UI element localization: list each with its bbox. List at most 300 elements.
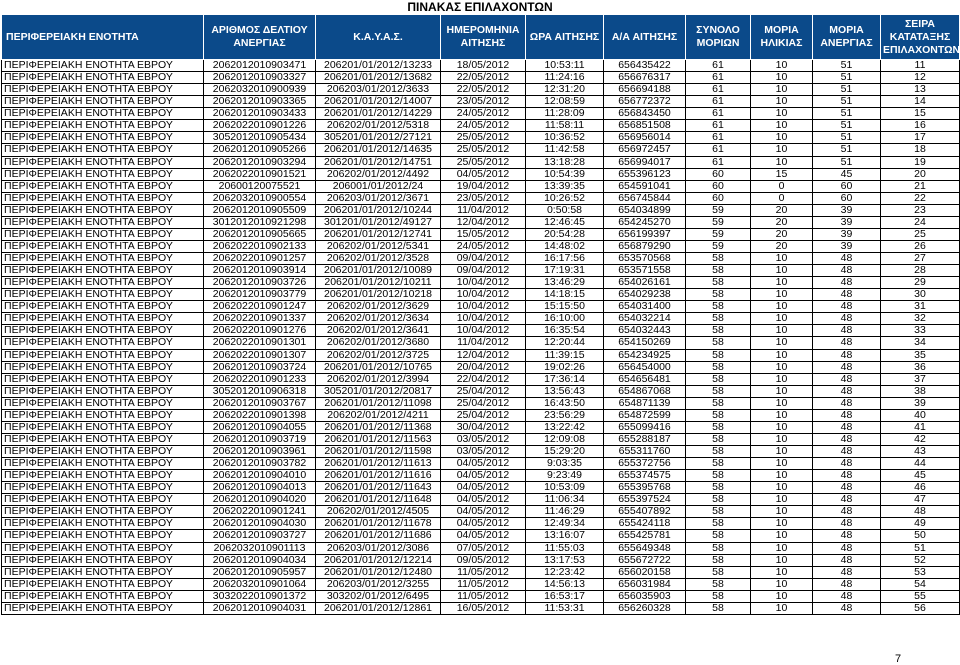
table-cell: ΠΕΡΙΦΕΡΕΙΑΚΗ ΕΝΟΤΗΤΑ ΕΒΡΟΥ [2, 289, 204, 301]
table-cell: 206201/01/2012/11368 [316, 421, 441, 433]
table-cell: 48 [813, 470, 881, 482]
table-cell: 48 [813, 373, 881, 385]
table-cell: 21 [881, 180, 960, 192]
table-row [2, 180, 960, 192]
table-header-row [2, 15, 960, 60]
table-row [2, 518, 960, 530]
table-cell: 59 [686, 204, 751, 216]
table-cell: 2062012010903914 [204, 265, 316, 277]
table-row [2, 228, 960, 240]
table-cell: 10:53:11 [526, 60, 604, 72]
table-cell: 10 [751, 301, 813, 313]
table-cell: 58 [686, 458, 751, 470]
table-row [2, 216, 960, 228]
table-cell: 656035903 [604, 590, 686, 602]
table-cell: 206201/01/2012/10244 [316, 204, 441, 216]
table-cell: ΠΕΡΙΦΕΡΕΙΑΚΗ ΕΝΟΤΗΤΑ ΕΒΡΟΥ [2, 265, 204, 277]
table-cell: 303202/01/2012/6495 [316, 590, 441, 602]
table-cell: 48 [813, 313, 881, 325]
table-cell: 58 [686, 578, 751, 590]
table-cell: 206202/01/2012/4505 [316, 506, 441, 518]
table-cell: 3052012010905434 [204, 132, 316, 144]
table-cell: 26 [881, 240, 960, 252]
table-row [2, 84, 960, 96]
table-cell: 56 [881, 602, 960, 614]
table-cell: 10 [751, 120, 813, 132]
table-cell: 654032214 [604, 313, 686, 325]
table-cell: 10 [751, 518, 813, 530]
table-cell: 10 [751, 361, 813, 373]
table-cell: 10 [751, 277, 813, 289]
table-cell: 16/05/2012 [441, 602, 526, 614]
table-cell: ΠΕΡΙΦΕΡΕΙΑΚΗ ΕΝΟΤΗΤΑ ΕΒΡΟΥ [2, 84, 204, 96]
table-cell: 58 [686, 602, 751, 614]
table-cell: 14:56:13 [526, 578, 604, 590]
table-cell: ΠΕΡΙΦΕΡΕΙΑΚΗ ΕΝΟΤΗΤΑ ΕΒΡΟΥ [2, 494, 204, 506]
table-cell: 10/04/2012 [441, 277, 526, 289]
table-cell: ΠΕΡΙΦΕΡΕΙΑΚΗ ΕΝΟΤΗΤΑ ΕΒΡΟΥ [2, 458, 204, 470]
table-cell: 24/05/2012 [441, 240, 526, 252]
table-cell: 25/04/2012 [441, 397, 526, 409]
table-cell: 48 [813, 289, 881, 301]
table-cell: 23/05/2012 [441, 96, 526, 108]
table-cell: 206202/01/2012/3528 [316, 253, 441, 265]
table-cell: 206201/01/2012/10765 [316, 361, 441, 373]
table-cell: 206202/01/2012/3680 [316, 337, 441, 349]
table-cell: 10 [751, 530, 813, 542]
table-cell: 2062012010903719 [204, 433, 316, 445]
table-cell: 48 [813, 253, 881, 265]
table-cell: 48 [813, 566, 881, 578]
table-cell: 15:29:20 [526, 446, 604, 458]
table-cell: 24/05/2012 [441, 120, 526, 132]
table-row [2, 132, 960, 144]
table-cell: 58 [686, 494, 751, 506]
table-row [2, 470, 960, 482]
table-cell: 16:17:56 [526, 253, 604, 265]
column-header: ΩΡΑ ΑΙΤΗΣΗΣ [526, 15, 604, 60]
table-cell: 48 [813, 590, 881, 602]
table-cell: 2062012010903782 [204, 458, 316, 470]
table-cell: 24/05/2012 [441, 108, 526, 120]
table-cell: 0 [751, 180, 813, 192]
table-cell: 206201/01/2012/14007 [316, 96, 441, 108]
table-cell: 58 [686, 554, 751, 566]
table-cell: ΠΕΡΙΦΕΡΕΙΑΚΗ ΕΝΟΤΗΤΑ ΕΒΡΟΥ [2, 228, 204, 240]
table-cell: 206202/01/2012/3641 [316, 325, 441, 337]
table-cell: 10 [751, 60, 813, 72]
table-cell: 13:56:43 [526, 385, 604, 397]
table-cell: 10 [751, 144, 813, 156]
table-cell: 09/04/2012 [441, 265, 526, 277]
table-cell: 10 [751, 506, 813, 518]
table-cell: ΠΕΡΙΦΕΡΕΙΑΚΗ ΕΝΟΤΗΤΑ ΕΒΡΟΥ [2, 325, 204, 337]
table-cell: 656772372 [604, 96, 686, 108]
table-cell: ΠΕΡΙΦΕΡΕΙΑΚΗ ΕΝΟΤΗΤΑ ΕΒΡΟΥ [2, 277, 204, 289]
table-cell: 656199397 [604, 228, 686, 240]
table-row [2, 373, 960, 385]
table-cell: 656972457 [604, 144, 686, 156]
table-cell: 305201/01/2012/20817 [316, 385, 441, 397]
table-cell: 10 [751, 325, 813, 337]
table-cell: 51 [813, 120, 881, 132]
table-cell: 656745844 [604, 192, 686, 204]
table-cell: 11:28:09 [526, 108, 604, 120]
table-cell: 206201/01/2012/10218 [316, 289, 441, 301]
table-cell: 2062022010901233 [204, 373, 316, 385]
table-cell: 206201/01/2012/11678 [316, 518, 441, 530]
table-cell: ΠΕΡΙΦΕΡΕΙΑΚΗ ΕΝΟΤΗΤΑ ΕΒΡΟΥ [2, 313, 204, 325]
table-cell: 11/04/2012 [441, 204, 526, 216]
table-cell: 2062022010901337 [204, 313, 316, 325]
table-row [2, 60, 960, 72]
table-cell: 655425781 [604, 530, 686, 542]
table-row [2, 433, 960, 445]
table-cell: 2062022010901307 [204, 349, 316, 361]
table-cell: 58 [686, 361, 751, 373]
table-cell: 46 [881, 482, 960, 494]
table-cell: 14:48:02 [526, 240, 604, 252]
table-cell: 206202/01/2012/3629 [316, 301, 441, 313]
table-cell: 14:18:15 [526, 289, 604, 301]
table-cell: 61 [686, 60, 751, 72]
table-cell: 47 [881, 494, 960, 506]
table-cell: 58 [686, 313, 751, 325]
table-cell: 655424118 [604, 518, 686, 530]
table-cell: 206201/01/2012/11616 [316, 470, 441, 482]
table-cell: 51 [813, 84, 881, 96]
table-cell: 10 [751, 108, 813, 120]
table-cell: 12/04/2012 [441, 349, 526, 361]
table-cell: 48 [813, 409, 881, 421]
table-cell: 2062032010901064 [204, 578, 316, 590]
table-cell: 206201/01/2012/10089 [316, 265, 441, 277]
table-row [2, 602, 960, 614]
column-header: Κ.Α.Υ.Α.Σ. [316, 15, 441, 60]
table-cell: 59 [686, 228, 751, 240]
table-cell: 2062022010901257 [204, 253, 316, 265]
table-cell: 3052012010906318 [204, 385, 316, 397]
table-cell: 12:08:59 [526, 96, 604, 108]
table-row [2, 494, 960, 506]
table-cell: 13 [881, 84, 960, 96]
table-row [2, 108, 960, 120]
table-row [2, 409, 960, 421]
table-cell: 51 [813, 108, 881, 120]
table-cell: 655397524 [604, 494, 686, 506]
table-cell: 2062012010903779 [204, 289, 316, 301]
table-cell: 22/05/2012 [441, 84, 526, 96]
table-cell: 15 [881, 108, 960, 120]
table-cell: ΠΕΡΙΦΕΡΕΙΑΚΗ ΕΝΟΤΗΤΑ ΕΒΡΟΥ [2, 132, 204, 144]
column-header: ΣΥΝΟΛΟ ΜΟΡΙΩΝ [686, 15, 751, 60]
table-cell: 10 [751, 373, 813, 385]
table-cell: 48 [813, 265, 881, 277]
table-cell: 09/04/2012 [441, 253, 526, 265]
table-cell: ΠΕΡΙΦΕΡΕΙΑΚΗ ΕΝΟΤΗΤΑ ΕΒΡΟΥ [2, 168, 204, 180]
table-row [2, 144, 960, 156]
table-row [2, 421, 960, 433]
table-row [2, 337, 960, 349]
table-cell: 48 [813, 446, 881, 458]
table-cell: 35 [881, 349, 960, 361]
table-cell: 20:54:28 [526, 228, 604, 240]
table-cell: 2062012010904055 [204, 421, 316, 433]
table-cell: 9:03:35 [526, 458, 604, 470]
table-cell: 25/04/2012 [441, 409, 526, 421]
table-cell: ΠΕΡΙΦΕΡΕΙΑΚΗ ΕΝΟΤΗΤΑ ΕΒΡΟΥ [2, 602, 204, 614]
table-cell: 16:53:17 [526, 590, 604, 602]
table-cell: 27 [881, 253, 960, 265]
table-cell: 656020158 [604, 566, 686, 578]
table-cell: 30/04/2012 [441, 421, 526, 433]
table-cell: 48 [813, 578, 881, 590]
table-cell: 18/05/2012 [441, 60, 526, 72]
table-cell: 10 [751, 433, 813, 445]
table-cell: 19/04/2012 [441, 180, 526, 192]
table-cell: 654872599 [604, 409, 686, 421]
table-cell: 58 [686, 337, 751, 349]
table-row [2, 301, 960, 313]
table-cell: ΠΕΡΙΦΕΡΕΙΑΚΗ ΕΝΟΤΗΤΑ ΕΒΡΟΥ [2, 385, 204, 397]
table-row [2, 277, 960, 289]
table-cell: 2062012010904030 [204, 518, 316, 530]
table-cell: 10 [751, 458, 813, 470]
column-header: Α/Α ΑΙΤΗΣΗΣ [604, 15, 686, 60]
column-header: ΣΕΙΡΑ ΚΑΤΑΤΑΞΗΣ ΕΠΙΛΑΧΟΝΤΩΝ [881, 15, 960, 60]
table-cell: 206201/01/2012/11598 [316, 446, 441, 458]
table-cell: 206001/01/2012/24 [316, 180, 441, 192]
table-cell: 2062012010904013 [204, 482, 316, 494]
table-cell: 43 [881, 446, 960, 458]
table-cell: 48 [813, 506, 881, 518]
table-cell: 48 [813, 518, 881, 530]
table-cell: 3012012010921298 [204, 216, 316, 228]
table-cell: 10 [751, 349, 813, 361]
table-cell: 61 [686, 156, 751, 168]
table-cell: 206201/01/2012/12861 [316, 602, 441, 614]
table-cell: 61 [686, 96, 751, 108]
table-cell: 10:54:39 [526, 168, 604, 180]
table-cell: 10 [751, 542, 813, 554]
table-cell: 206202/01/2012/5341 [316, 240, 441, 252]
table-cell: ΠΕΡΙΦΕΡΕΙΑΚΗ ΕΝΟΤΗΤΑ ΕΒΡΟΥ [2, 397, 204, 409]
table-cell: 2062012010903727 [204, 530, 316, 542]
table-cell: 37 [881, 373, 960, 385]
table-cell: 206201/01/2012/13233 [316, 60, 441, 72]
table-cell: 52 [881, 554, 960, 566]
table-cell: 11:55:03 [526, 542, 604, 554]
table-cell: 04/05/2012 [441, 458, 526, 470]
table-cell: 42 [881, 433, 960, 445]
table-cell: 58 [686, 349, 751, 361]
column-header: ΗΜΕΡΟΜΗΝΙΑ ΑΙΤΗΣΗΣ [441, 15, 526, 60]
table-cell: 20 [751, 216, 813, 228]
table-row [2, 361, 960, 373]
table-cell: 655374575 [604, 470, 686, 482]
table-cell: 656454000 [604, 361, 686, 373]
table-cell: 654656481 [604, 373, 686, 385]
table-cell: 60 [813, 180, 881, 192]
table-cell: 07/05/2012 [441, 542, 526, 554]
table-cell: ΠΕΡΙΦΕΡΕΙΑΚΗ ΕΝΟΤΗΤΑ ΕΒΡΟΥ [2, 240, 204, 252]
table-cell: 38 [881, 385, 960, 397]
table-cell: ΠΕΡΙΦΕΡΕΙΑΚΗ ΕΝΟΤΗΤΑ ΕΒΡΟΥ [2, 156, 204, 168]
column-header: ΜΟΡΙΑ ΗΛΙΚΙΑΣ [751, 15, 813, 60]
table-cell: ΠΕΡΙΦΕΡΕΙΑΚΗ ΕΝΟΤΗΤΑ ΕΒΡΟΥ [2, 301, 204, 313]
table-cell: 22/04/2012 [441, 373, 526, 385]
table-cell: ΠΕΡΙΦΕΡΕΙΑΚΗ ΕΝΟΤΗΤΑ ΕΒΡΟΥ [2, 530, 204, 542]
table-cell: 10 [751, 482, 813, 494]
table-cell: 206202/01/2012/3994 [316, 373, 441, 385]
table-cell: 2062012010904034 [204, 554, 316, 566]
table-body [2, 60, 960, 615]
table-cell: 2062012010903433 [204, 108, 316, 120]
table-cell: 48 [813, 385, 881, 397]
table-cell: 301201/01/2012/49127 [316, 216, 441, 228]
table-cell: 10 [751, 397, 813, 409]
page-title: ΠΙΝΑΚΑΣ ΕΠΙΛΑΧΟΝΤΩΝ [407, 0, 553, 14]
table-cell: 16 [881, 120, 960, 132]
table-cell: 13:22:42 [526, 421, 604, 433]
table-cell: 13:46:29 [526, 277, 604, 289]
table-cell: 2062012010905957 [204, 566, 316, 578]
table-cell: 654026161 [604, 277, 686, 289]
table-cell: 11:06:34 [526, 494, 604, 506]
table-cell: 3032022010901372 [204, 590, 316, 602]
table-cell: ΠΕΡΙΦΕΡΕΙΑΚΗ ΕΝΟΤΗΤΑ ΕΒΡΟΥ [2, 60, 204, 72]
table-cell: 206201/01/2012/13682 [316, 72, 441, 84]
table-cell: 04/05/2012 [441, 506, 526, 518]
table-cell: 15/05/2012 [441, 228, 526, 240]
table-cell: 16:43:50 [526, 397, 604, 409]
table-cell: 51 [881, 542, 960, 554]
table-cell: 50 [881, 530, 960, 542]
table-cell: 655672722 [604, 554, 686, 566]
table-row [2, 458, 960, 470]
table-cell: 58 [686, 373, 751, 385]
table-cell: 11:58:11 [526, 120, 604, 132]
table-cell: 39 [813, 228, 881, 240]
table-cell: 656879290 [604, 240, 686, 252]
table-row [2, 96, 960, 108]
table-cell: ΠΕΡΙΦΕΡΕΙΑΚΗ ΕΝΟΤΗΤΑ ΕΒΡΟΥ [2, 373, 204, 385]
table-row [2, 265, 960, 277]
table-cell: 2062012010904020 [204, 494, 316, 506]
table-cell: 58 [686, 409, 751, 421]
table-cell: 11/04/2012 [441, 337, 526, 349]
table-row [2, 313, 960, 325]
table-cell: ΠΕΡΙΦΕΡΕΙΑΚΗ ΕΝΟΤΗΤΑ ΕΒΡΟΥ [2, 590, 204, 602]
table-cell: 10 [751, 578, 813, 590]
table-cell: ΠΕΡΙΦΕΡΕΙΑΚΗ ΕΝΟΤΗΤΑ ΕΒΡΟΥ [2, 578, 204, 590]
table-cell: 655372756 [604, 458, 686, 470]
table-cell: 04/05/2012 [441, 482, 526, 494]
table-cell: 33 [881, 325, 960, 337]
table-cell: 20 [751, 228, 813, 240]
table-cell: 206202/01/2012/3634 [316, 313, 441, 325]
table-cell: ΠΕΡΙΦΕΡΕΙΑΚΗ ΕΝΟΤΗΤΑ ΕΒΡΟΥ [2, 120, 204, 132]
table-row [2, 482, 960, 494]
table-cell: 22 [881, 192, 960, 204]
table-cell: 655395768 [604, 482, 686, 494]
table-cell: ΠΕΡΙΦΕΡΕΙΑΚΗ ΕΝΟΤΗΤΑ ΕΒΡΟΥ [2, 433, 204, 445]
table-cell: 20 [881, 168, 960, 180]
table-cell: ΠΕΡΙΦΕΡΕΙΑΚΗ ΕΝΟΤΗΤΑ ΕΒΡΟΥ [2, 518, 204, 530]
table-cell: ΠΕΡΙΦΕΡΕΙΑΚΗ ΕΝΟΤΗΤΑ ΕΒΡΟΥ [2, 72, 204, 84]
table-cell: ΠΕΡΙΦΕΡΕΙΑΚΗ ΕΝΟΤΗΤΑ ΕΒΡΟΥ [2, 554, 204, 566]
table-cell: 12 [881, 72, 960, 84]
table-cell: 59 [686, 240, 751, 252]
table-cell: 10/04/2012 [441, 289, 526, 301]
table-row [2, 289, 960, 301]
table-cell: 48 [881, 506, 960, 518]
table-cell: 58 [686, 518, 751, 530]
table-cell: 10/04/2012 [441, 313, 526, 325]
table-cell: 48 [813, 542, 881, 554]
table-row [2, 325, 960, 337]
table-cell: 04/05/2012 [441, 494, 526, 506]
table-row [2, 554, 960, 566]
table-cell: 61 [686, 72, 751, 84]
table-cell: 58 [686, 530, 751, 542]
table-cell: ΠΕΡΙΦΕΡΕΙΑΚΗ ΕΝΟΤΗΤΑ ΕΒΡΟΥ [2, 566, 204, 578]
table-cell: 655288187 [604, 433, 686, 445]
table-cell: 655407892 [604, 506, 686, 518]
table-cell: 653571558 [604, 265, 686, 277]
table-cell: 2062022010901241 [204, 506, 316, 518]
table-cell: 58 [686, 397, 751, 409]
table-cell: 206201/01/2012/14635 [316, 144, 441, 156]
table-cell: 9:23:49 [526, 470, 604, 482]
table-cell: 39 [813, 204, 881, 216]
table-cell: 58 [686, 542, 751, 554]
table-cell: 2062012010905266 [204, 144, 316, 156]
table-row [2, 120, 960, 132]
table-cell: 10 [751, 156, 813, 168]
table-cell: 28 [881, 265, 960, 277]
table-cell: ΠΕΡΙΦΕΡΕΙΑΚΗ ΕΝΟΤΗΤΑ ΕΒΡΟΥ [2, 144, 204, 156]
table-cell: 16:10:00 [526, 313, 604, 325]
table-cell: 2062022010901276 [204, 325, 316, 337]
table-cell: 18 [881, 144, 960, 156]
table-cell: 60 [686, 180, 751, 192]
table-cell: 09/05/2012 [441, 554, 526, 566]
table-cell: 206201/01/2012/12214 [316, 554, 441, 566]
table-cell: 653570568 [604, 253, 686, 265]
table-cell: 51 [813, 96, 881, 108]
table-cell: 58 [686, 482, 751, 494]
table-cell: 13:39:35 [526, 180, 604, 192]
table-cell: 48 [813, 494, 881, 506]
table-cell: 51 [813, 132, 881, 144]
table-cell: 60 [686, 168, 751, 180]
table-cell: 10 [751, 446, 813, 458]
table-cell: 04/05/2012 [441, 470, 526, 482]
table-cell: 656260328 [604, 602, 686, 614]
table-cell: ΠΕΡΙΦΕΡΕΙΑΚΗ ΕΝΟΤΗΤΑ ΕΒΡΟΥ [2, 470, 204, 482]
table-cell: 61 [686, 144, 751, 156]
column-header: ΠΕΡΙΦΕΡΕΙΑΚΗ ΕΝΟΤΗΤΑ [2, 15, 204, 60]
table-cell: 11:39:15 [526, 349, 604, 361]
table-cell: 206203/01/2012/3671 [316, 192, 441, 204]
table-cell: 12:49:34 [526, 518, 604, 530]
table-cell: 55 [881, 590, 960, 602]
table-cell: 20/04/2012 [441, 361, 526, 373]
table-cell: ΠΕΡΙΦΕΡΕΙΑΚΗ ΕΝΟΤΗΤΑ ΕΒΡΟΥ [2, 349, 204, 361]
table-cell: 61 [686, 108, 751, 120]
table-cell: 51 [813, 72, 881, 84]
